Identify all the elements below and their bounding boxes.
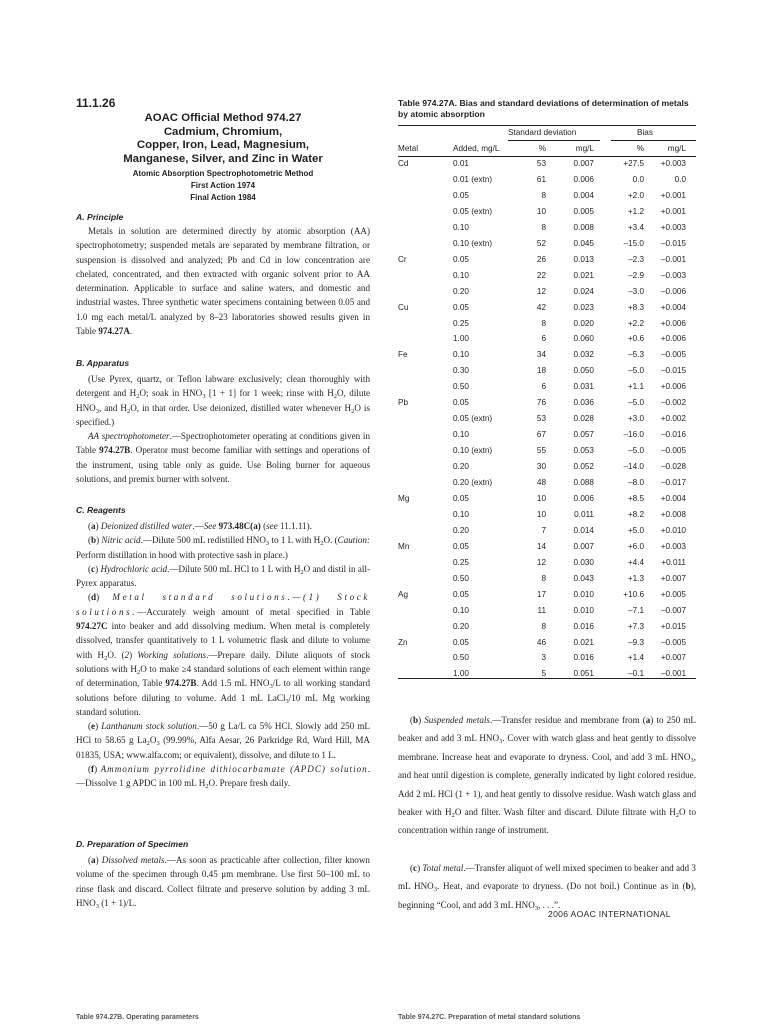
cell-bias-mgl: +0.005 bbox=[660, 589, 686, 599]
table-top-rule bbox=[398, 125, 696, 126]
cell-sd-pct: 8 bbox=[541, 222, 546, 232]
table-row bbox=[398, 175, 696, 191]
cell-sd-pct: 42 bbox=[536, 302, 546, 312]
cell-bias-pct: –15.0 bbox=[623, 238, 644, 248]
cell-added: 0.05 (extn) bbox=[453, 414, 493, 424]
cell-added: 0.05 bbox=[453, 589, 469, 599]
cell-sd-mgl: 0.011 bbox=[574, 509, 594, 519]
table-row bbox=[398, 366, 696, 382]
cell-sd-pct: 52 bbox=[536, 238, 546, 248]
cell-added: 0.05 bbox=[453, 302, 469, 312]
cell-sd-pct: 17 bbox=[536, 589, 546, 599]
table-c-caption-cut: Table 974.27C. Preparation of metal standard solutions bbox=[398, 1014, 581, 1021]
table-row bbox=[398, 446, 696, 462]
cell-sd-mgl: 0.010 bbox=[573, 589, 594, 599]
col-sd-mgl: mg/L bbox=[575, 144, 594, 153]
cell-metal: Cr bbox=[398, 254, 407, 264]
table-column-header bbox=[398, 144, 696, 160]
subtitle-line: First Action 1974 bbox=[190, 181, 256, 190]
cell-sd-mgl: 0.088 bbox=[573, 478, 594, 487]
cell-bias-pct: +7.3 bbox=[627, 621, 644, 631]
cell-sd-mgl: 0.016 bbox=[573, 653, 594, 663]
subtitle-line: Atomic Absorption Spectrophotometric Method bbox=[132, 169, 314, 178]
cell-added: 0.20 (extn) bbox=[453, 478, 493, 487]
table-b-caption-cut: Table 974.27B. Operating parameters bbox=[76, 1014, 199, 1021]
principle-heading: A. Principle bbox=[76, 212, 124, 222]
cell-bias-pct: +8.3 bbox=[627, 302, 644, 312]
cell-sd-pct: 8 bbox=[541, 573, 546, 583]
cell-bias-pct: +5.0 bbox=[627, 525, 644, 535]
cell-bias-mgl: –0.001 bbox=[660, 254, 686, 264]
table-row bbox=[398, 271, 696, 287]
col-sd-pct: % bbox=[538, 144, 546, 153]
cell-added: 0.10 (extn) bbox=[453, 446, 493, 456]
table-row bbox=[398, 638, 696, 654]
cell-bias-mgl: –0.007 bbox=[660, 605, 686, 615]
preparation-paragraph: (a) Dissolved metals.—As soon as practicable after collection, filter known volume of the specimen through 0.45 μm membrane. Use first 50–100 mL to rinse flask and discard. Collect filtrate and preserve solution by adding 3 mL $HNO_3$ (1 + 1)/L. bbox=[76, 855, 370, 910]
cell-bias-pct: +2.2 bbox=[627, 318, 644, 328]
cell-added: 0.10 bbox=[453, 605, 469, 615]
cell-sd-mgl: 0.030 bbox=[573, 557, 594, 567]
cell-metal: Mn bbox=[398, 541, 410, 551]
cell-metal: Ag bbox=[398, 589, 409, 599]
table-row bbox=[398, 590, 696, 606]
cell-sd-pct: 12 bbox=[536, 286, 546, 296]
reagents-heading: C. Reagents bbox=[76, 505, 126, 515]
cell-sd-pct: 12 bbox=[536, 557, 546, 567]
col-bias-pct: % bbox=[636, 144, 644, 153]
cell-sd-mgl: 0.020 bbox=[573, 318, 594, 328]
cell-added: 0.05 bbox=[453, 493, 469, 503]
cell-metal: Zn bbox=[398, 637, 408, 647]
cell-sd-mgl: 0.051 bbox=[573, 669, 594, 679]
cell-added: 0.50 bbox=[453, 573, 469, 583]
cell-sd-pct: 5 bbox=[541, 669, 546, 679]
method-subtitle bbox=[76, 168, 370, 204]
cell-added: 0.05 bbox=[453, 398, 469, 408]
cell-bias-pct: +10.6 bbox=[623, 589, 644, 599]
cell-bias-mgl: +0.002 bbox=[660, 414, 686, 424]
cell-sd-mgl: 0.024 bbox=[573, 286, 594, 296]
table-row bbox=[398, 478, 696, 494]
subtitle-line: Final Action 1984 bbox=[190, 193, 256, 202]
table-row bbox=[398, 542, 696, 558]
cell-sd-mgl: 0.053 bbox=[573, 446, 594, 456]
cell-added: 0.10 bbox=[453, 350, 469, 360]
cell-bias-pct: +1.2 bbox=[627, 206, 644, 216]
table-row bbox=[398, 287, 696, 303]
cell-added: 0.20 bbox=[453, 462, 469, 472]
cell-sd-mgl: 0.031 bbox=[573, 382, 594, 392]
cell-bias-pct: +4.4 bbox=[627, 557, 644, 567]
cell-bias-mgl: –0.001 bbox=[660, 669, 686, 679]
cell-added: 0.10 bbox=[453, 509, 469, 519]
cell-added: 0.20 bbox=[453, 286, 469, 296]
table-caption: Table 974.27A. Bias and standard deviations of determination of metals by atomic absorption bbox=[398, 98, 689, 119]
cell-sd-mgl: 0.005 bbox=[573, 206, 594, 216]
cell-bias-pct: –5.0 bbox=[628, 366, 644, 376]
cell-added: 0.01 bbox=[453, 159, 469, 168]
cell-bias-mgl: +0.001 bbox=[660, 190, 686, 200]
cell-sd-mgl: 0.004 bbox=[573, 190, 594, 200]
table-row bbox=[398, 494, 696, 510]
cell-bias-mgl: –0.003 bbox=[660, 270, 686, 280]
cell-sd-pct: 61 bbox=[536, 174, 546, 184]
table-row bbox=[398, 255, 696, 271]
bias-group-rule bbox=[611, 140, 696, 141]
cell-bias-pct: –2.9 bbox=[628, 270, 644, 280]
cell-bias-mgl: –0.015 bbox=[660, 366, 686, 376]
cell-sd-mgl: 0.016 bbox=[573, 621, 594, 631]
cell-added: 0.10 (extn) bbox=[453, 238, 493, 248]
cell-sd-pct: 18 bbox=[536, 366, 546, 376]
cell-sd-mgl: 0.014 bbox=[573, 525, 594, 535]
table-row bbox=[398, 239, 696, 255]
cell-metal: Mg bbox=[398, 493, 410, 503]
principle-paragraph: Metals in solution are determined directly by atomic absorption (AA) spectrophotometry; suspended metals are separated by membrane filtration, or suspension is dissolved and analyzed; Pb and Cd in low concentration are chelated, concentrated, and then extracted with organic solvent prior to AA determination. Applicable to surface and saline waters, and domestic and industrial wastes. Three synthetic water specimens containing between 0.05 and 1.0 mg each metal/L analyzed by 8–23 laboratories showed results given in Table 974.27A. bbox=[76, 226, 370, 337]
cell-bias-mgl: 0.0 bbox=[674, 174, 686, 184]
table-row bbox=[398, 303, 696, 319]
cell-sd-mgl: 0.007 bbox=[573, 159, 594, 168]
title-line: Cadmium, Chromium, bbox=[163, 125, 283, 138]
cell-bias-pct: +1.1 bbox=[627, 382, 644, 392]
cell-bias-mgl: +0.006 bbox=[660, 334, 686, 344]
cell-added: 0.05 bbox=[453, 541, 469, 551]
method-title bbox=[76, 112, 370, 166]
title-line: Manganese, Silver, and Zinc in Water bbox=[123, 152, 323, 165]
cell-sd-pct: 76 bbox=[536, 398, 546, 408]
cell-sd-pct: 10 bbox=[536, 509, 546, 519]
cell-bias-mgl: –0.005 bbox=[660, 350, 686, 360]
cell-bias-mgl: +0.006 bbox=[660, 318, 686, 328]
cell-sd-pct: 7 bbox=[541, 525, 546, 535]
cell-sd-mgl: 0.050 bbox=[573, 366, 594, 376]
cell-bias-pct: +0.6 bbox=[627, 334, 644, 344]
cell-bias-mgl: +0.007 bbox=[660, 653, 686, 663]
table-row bbox=[398, 510, 696, 526]
table-row bbox=[398, 430, 696, 446]
header-rule bbox=[398, 156, 696, 157]
cell-sd-pct: 67 bbox=[536, 430, 546, 440]
cell-sd-pct: 22 bbox=[536, 270, 546, 280]
cell-sd-mgl: 0.008 bbox=[573, 222, 594, 232]
cell-bias-mgl: +0.008 bbox=[660, 509, 686, 519]
cell-sd-pct: 34 bbox=[536, 350, 546, 360]
cell-bias-pct: +27.5 bbox=[623, 159, 644, 168]
cell-bias-pct: +2.0 bbox=[627, 190, 644, 200]
cell-sd-pct: 46 bbox=[536, 637, 546, 647]
title-line: AOAC Official Method 974.27 bbox=[144, 112, 302, 124]
cell-bias-pct: –2.3 bbox=[628, 254, 644, 264]
cell-bias-mgl: –0.028 bbox=[660, 462, 686, 472]
table-row bbox=[398, 462, 696, 478]
table-row bbox=[398, 334, 696, 350]
cell-added: 0.05 (extn) bbox=[453, 206, 493, 216]
cell-added: 0.30 bbox=[453, 366, 469, 376]
cell-bias-pct: –5.3 bbox=[628, 350, 644, 360]
cell-sd-mgl: 0.028 bbox=[573, 414, 594, 424]
cell-bias-pct: –8.0 bbox=[628, 478, 644, 487]
cell-added: 1.00 bbox=[453, 334, 469, 344]
table-row bbox=[398, 653, 696, 669]
cell-bias-mgl: –0.005 bbox=[660, 637, 686, 647]
cell-added: 0.10 bbox=[453, 222, 469, 232]
table-row bbox=[398, 398, 696, 414]
cell-sd-mgl: 0.007 bbox=[573, 541, 594, 551]
table-row bbox=[398, 414, 696, 430]
title-line: Copper, Iron, Lead, Magnesium, bbox=[136, 139, 310, 151]
cell-metal: Fe bbox=[398, 350, 408, 360]
table-row bbox=[398, 191, 696, 207]
table-row bbox=[398, 606, 696, 622]
preparation-heading: D. Preparation of Specimen bbox=[76, 839, 189, 849]
cell-bias-mgl: +0.015 bbox=[660, 621, 686, 631]
cell-bias-mgl: +0.010 bbox=[660, 525, 686, 535]
cell-sd-mgl: 0.006 bbox=[573, 493, 594, 503]
cell-sd-mgl: 0.013 bbox=[573, 254, 594, 264]
cell-bias-mgl: +0.004 bbox=[660, 493, 686, 503]
cell-sd-pct: 26 bbox=[536, 254, 546, 264]
cell-bias-pct: +8.5 bbox=[627, 493, 644, 503]
cell-sd-mgl: 0.057 bbox=[573, 430, 594, 440]
table-bottom-rule bbox=[398, 678, 696, 679]
table-row bbox=[398, 622, 696, 638]
table-row bbox=[398, 223, 696, 239]
cell-sd-pct: 14 bbox=[536, 541, 546, 551]
cell-metal: Cu bbox=[398, 302, 409, 312]
cell-sd-mgl: 0.010 bbox=[573, 605, 594, 615]
cell-sd-pct: 10 bbox=[536, 493, 546, 503]
cell-sd-mgl: 0.043 bbox=[573, 573, 594, 583]
cell-sd-pct: 8 bbox=[541, 190, 546, 200]
cell-sd-pct: 53 bbox=[536, 414, 546, 424]
cell-bias-mgl: –0.006 bbox=[660, 286, 686, 296]
cell-sd-mgl: 0.045 bbox=[573, 238, 594, 248]
cell-bias-mgl: –0.002 bbox=[660, 398, 686, 408]
reagents-paragraph: (a) Deionized distilled water.—See 973.48C(a) (see 11.1.11). (b) Nitric acid.—Dilute 500 mL redistilled $HNO_3$ to 1 L with $H_2O$. (Caution: Perform distillation in hood with protective sash in place.) (c) Hydrochloric acid.—Dilute 500 mL HCl to 1 L with $H_2O$ and distil in all-Pyrex apparatus. (d) Metal standard solutions.—(1) Stock solutions.—Accurately weigh amount of metal specified in Table 974.27C into beaker and add dissolving medium. When metal is completely dissolved, transfer quantitatively to 1 L volumetric flask and dilute to volume with $H_2O$. (2) Working solutions.—Prepare daily. Dilute aliquots of stock solutions with $H_2O$ to make ≥4 standard solutions of each element within range of determination, Table 974.27B. Add 1.5 mL $HNO_3/L$ to all working standard solutions before diluting to volume. Add 1 mL LaCl$_3$/10 mL Mg working standard solution. (e) Lanthanum stock solution.—50 g La/L ca 5% HCl. Slowly add 250 mL HCl to 58.65 g $La_2O_3$ (99.99%, Alfa Aesar, 26 Parkridge Rd, Ward Hill, MA 01835, USA; www.alfa.com; or equivalent), dissolve, and dilute to 1 L. (f) Ammonium pyrrolidine dithiocarbamate (APDC) solution.—Dissolve 1 g APDC in 100 mL $H_2O$. Prepare fresh daily. bbox=[76, 521, 371, 791]
cell-bias-pct: –3.0 bbox=[628, 286, 644, 296]
table-row bbox=[398, 558, 696, 574]
cell-bias-pct: –5.0 bbox=[628, 446, 644, 456]
cell-bias-mgl: +0.007 bbox=[660, 573, 686, 583]
cell-bias-pct: –5.0 bbox=[628, 398, 644, 408]
table-group-header bbox=[398, 128, 696, 144]
cell-bias-mgl: +0.004 bbox=[660, 302, 686, 312]
cell-bias-pct: +8.2 bbox=[627, 509, 644, 519]
cell-bias-pct: –14.0 bbox=[623, 462, 644, 472]
cell-added: 0.25 bbox=[453, 557, 469, 567]
cell-bias-pct: –9.3 bbox=[628, 637, 644, 647]
table-row bbox=[398, 159, 696, 175]
cell-bias-pct: +6.0 bbox=[627, 541, 644, 551]
cell-sd-pct: 3 bbox=[541, 653, 546, 663]
cell-sd-pct: 6 bbox=[541, 334, 546, 344]
cell-sd-mgl: 0.052 bbox=[573, 462, 594, 472]
cell-bias-pct: –0.1 bbox=[628, 669, 644, 679]
cell-sd-pct: 55 bbox=[536, 446, 546, 456]
cell-sd-pct: 53 bbox=[536, 159, 546, 168]
group-sd-label: Standard deviation bbox=[508, 128, 577, 137]
table-row bbox=[398, 207, 696, 223]
cell-sd-mgl: 0.021 bbox=[573, 637, 594, 647]
cell-bias-pct: +3.4 bbox=[627, 222, 644, 232]
col-bias-mgl: mg/L bbox=[667, 144, 686, 153]
cell-bias-mgl: +0.003 bbox=[660, 541, 686, 551]
apparatus-heading: B. Apparatus bbox=[76, 358, 130, 368]
cell-added: 0.01 (extn) bbox=[453, 174, 493, 184]
cell-sd-pct: 10 bbox=[536, 206, 546, 216]
cell-sd-mgl: 0.060 bbox=[573, 334, 594, 344]
cell-bias-mgl: +0.001 bbox=[660, 206, 686, 216]
cell-bias-mgl: –0.016 bbox=[660, 430, 686, 440]
cell-added: 1.00 bbox=[453, 669, 469, 679]
cell-bias-mgl: –0.015 bbox=[660, 238, 686, 248]
table-row bbox=[398, 350, 696, 366]
cell-sd-mgl: 0.006 bbox=[573, 174, 594, 184]
cell-added: 0.25 bbox=[453, 318, 469, 328]
cell-bias-mgl: +0.003 bbox=[660, 159, 686, 168]
cell-sd-pct: 11 bbox=[537, 605, 546, 615]
cell-sd-mgl: 0.021 bbox=[573, 270, 594, 280]
cell-metal: Cd bbox=[398, 159, 409, 168]
cell-added: 0.05 bbox=[453, 637, 469, 647]
cell-metal: Pb bbox=[398, 398, 409, 408]
cell-added: 0.10 bbox=[453, 430, 469, 440]
cell-bias-pct: 0.0 bbox=[632, 174, 644, 184]
suspended-metals-paragraph: (b) Suspended metals.—Transfer residue and membrane from (a) to 250 mL beaker and add 3 mL $HNO_3$. Cover with watch glass and heat gently to dissolve membrane. Increase heat and evaporate to dryness. Cool, and add 3 mL $HNO_3$, and heat until digestion is complete, generally indicated by light colored residue. Add 2 mL HCl (1 + 1), and heat gently to dissolve residue. Wash watch glass and beaker with $H_2O$ and filter. Wash filter and discard. Dilute filtrate with $H_2O$ to concentration within range of instrument. bbox=[398, 715, 696, 836]
cell-bias-pct: +3.0 bbox=[627, 414, 644, 424]
cell-added: 0.05 bbox=[453, 190, 469, 200]
cell-added: 0.05 bbox=[453, 254, 469, 264]
cell-bias-mgl: +0.003 bbox=[660, 222, 686, 232]
cell-sd-pct: 8 bbox=[541, 318, 546, 328]
section-number: 11.1.26 bbox=[76, 96, 116, 110]
col-added: Added, mg/L bbox=[453, 144, 500, 153]
cell-bias-pct: +1.3 bbox=[627, 573, 644, 583]
sd-group-rule bbox=[508, 140, 600, 141]
cell-bias-mgl: –0.017 bbox=[660, 478, 686, 487]
cell-added: 0.20 bbox=[453, 525, 469, 535]
cell-bias-pct: –7.1 bbox=[628, 605, 644, 615]
cell-added: 0.50 bbox=[453, 653, 469, 663]
cell-bias-mgl: +0.006 bbox=[660, 382, 686, 392]
cell-bias-mgl: +0.011 bbox=[661, 557, 686, 567]
cell-bias-mgl: –0.005 bbox=[660, 446, 686, 456]
cell-added: 0.20 bbox=[453, 621, 469, 631]
cell-sd-mgl: 0.036 bbox=[573, 398, 594, 408]
cell-sd-mgl: 0.023 bbox=[573, 302, 594, 312]
table-row bbox=[398, 574, 696, 590]
cell-sd-pct: 30 bbox=[536, 462, 546, 472]
group-bias-label: Bias bbox=[637, 128, 653, 137]
cell-bias-pct: +1.4 bbox=[627, 653, 644, 663]
total-metal-paragraph: (c) Total metal.—Transfer aliquot of well mixed specimen to beaker and add 3 mL $HNO_3$. Heat, and evaporate to dryness. (Do not boil.) Continue as in (b), beginning “Cool, and add 3 mL $HNO_3$, . . .”. bbox=[398, 863, 696, 912]
cell-added: 0.10 bbox=[453, 270, 469, 280]
cell-sd-pct: 6 bbox=[541, 382, 546, 392]
apparatus-paragraph: (Use Pyrex, quartz, or Teflon labware exclusively; clean thoroughly with detergent and $H_2O$; soak in $HNO_3$ [1 + 1] for 1 week; rinse with $H_2O$, dilute $HNO_3$, and $H_2O$, in that order. Use deionized, distilled water whenever $H_2O$ is specified.) AA spectrophotometer.—Spectrophotometer operating at conditions given in Table 974.27B. Operator must become familiar with settings and operations of the instrument, using table only as guide. Use Boling burner for aqueous solutions, and premix burner with solvent. bbox=[76, 374, 371, 485]
col-metal: Metal bbox=[398, 144, 419, 153]
page-footer: 2006 AOAC INTERNATIONAL bbox=[548, 909, 671, 919]
cell-bias-pct: –16.0 bbox=[623, 430, 644, 440]
table-row bbox=[398, 319, 696, 335]
cell-added: 0.50 bbox=[453, 382, 469, 392]
table-row bbox=[398, 526, 696, 542]
cell-sd-pct: 48 bbox=[536, 478, 546, 487]
table-row bbox=[398, 382, 696, 398]
cell-sd-pct: 8 bbox=[541, 621, 546, 631]
cell-sd-mgl: 0.032 bbox=[573, 350, 594, 360]
